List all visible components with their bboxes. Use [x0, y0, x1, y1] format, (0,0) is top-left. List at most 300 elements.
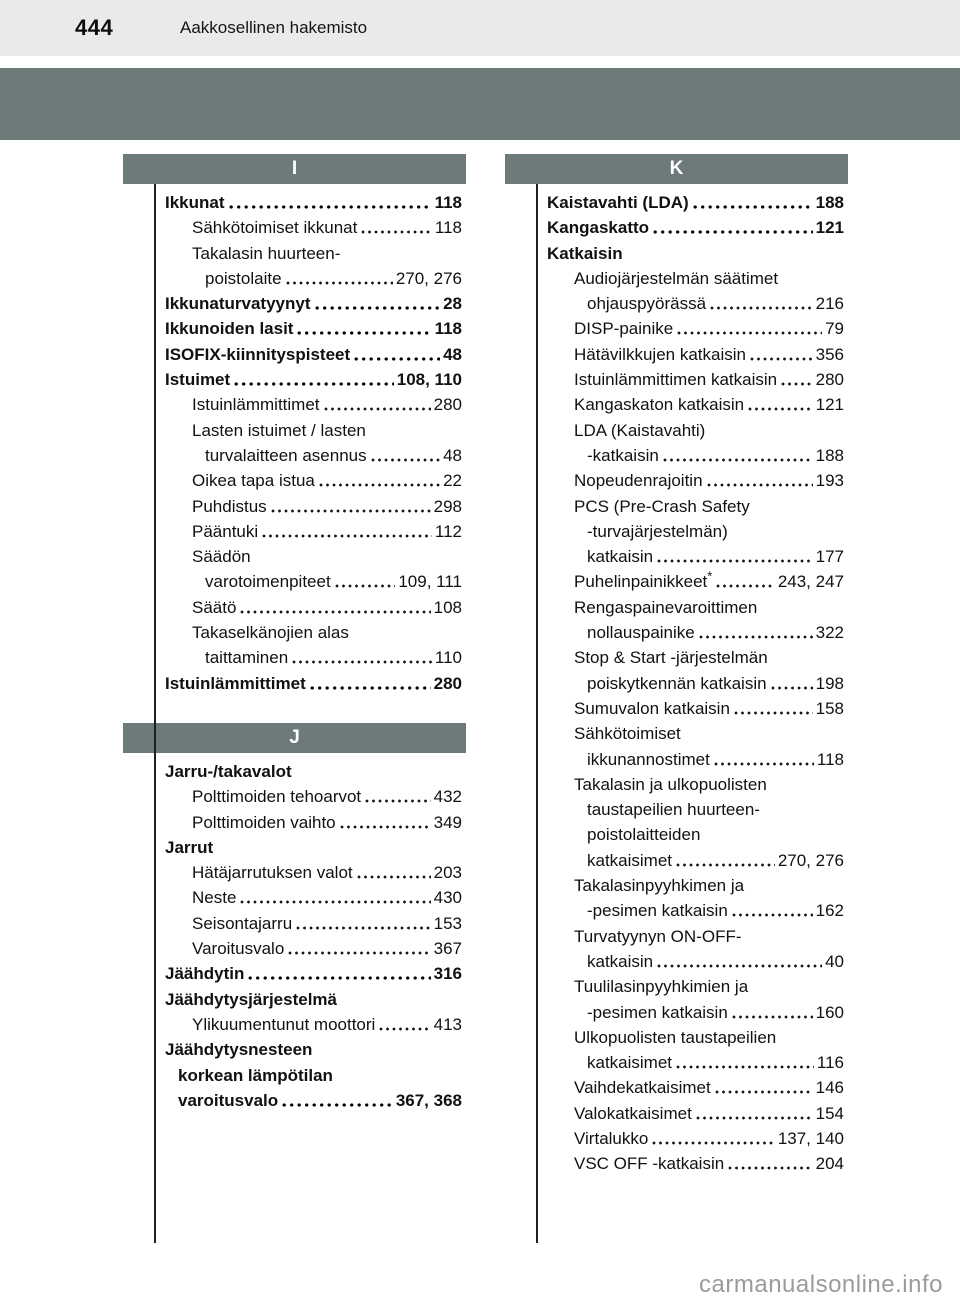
entry-label — [574, 1151, 724, 1176]
entry-label-text: Sähkötoimiset ikkunat — [192, 218, 358, 238]
entry-page-numbers: 367, 368 — [395, 1090, 462, 1110]
index-entry — [165, 835, 462, 860]
index-entry — [165, 215, 462, 240]
entry-page-numbers: 413 — [433, 1014, 462, 1034]
entry-label — [165, 1037, 312, 1062]
entry-page-numbers: 146 — [815, 1078, 844, 1098]
dot-leader — [357, 875, 431, 879]
entry-label — [192, 519, 258, 544]
index-entry — [547, 645, 844, 670]
footnote-asterisk: * — [707, 568, 713, 584]
entry-page-numbers: 280 — [433, 395, 462, 415]
index-entry — [165, 759, 462, 784]
index-entry — [165, 190, 462, 215]
entry-label — [574, 1126, 648, 1151]
entry-label-text: katkaisimet — [587, 1053, 673, 1073]
entry-label-text: Jarru-/takavalot — [165, 761, 292, 781]
dot-leader — [693, 205, 813, 209]
section-entries — [505, 184, 848, 1177]
entry-label-text: PCS (Pre-Crash Safety — [574, 496, 750, 516]
index-entry — [547, 316, 844, 341]
entry-label-text: -turvajärjestelmän) — [587, 521, 728, 541]
entry-page-numbers: 177 — [815, 547, 844, 567]
entry-label-text: Neste — [192, 888, 237, 908]
index-entry — [547, 392, 844, 417]
index-entry — [165, 443, 462, 468]
entry-label-text: Istuinlämmittimet — [192, 395, 320, 415]
entry-label-text: Ikkunoiden lasit — [165, 319, 294, 339]
entry-page-numbers: 154 — [815, 1103, 844, 1123]
dot-leader — [335, 584, 396, 588]
entry-label — [165, 987, 337, 1012]
index-entry — [547, 569, 844, 594]
entry-label-text: varoitusvalo — [178, 1090, 279, 1110]
section-letter-bar — [123, 154, 466, 184]
index-entry — [165, 342, 462, 367]
index-entry — [547, 747, 844, 772]
section-letter: J — [289, 726, 300, 748]
page-number: 444 — [75, 15, 114, 40]
index-entry — [165, 885, 462, 910]
dot-leader — [229, 205, 432, 209]
dot-leader — [262, 534, 432, 538]
entry-label — [574, 595, 757, 620]
dot-leader — [296, 926, 430, 930]
index-entry — [165, 784, 462, 809]
entry-label-text: Tuulilasinpyyhkimien ja — [574, 977, 749, 997]
entry-page-numbers: 316 — [433, 964, 462, 984]
index-entry — [165, 316, 462, 341]
entry-page-numbers: 118 — [434, 218, 462, 238]
entry-label — [192, 620, 349, 645]
index-entry — [547, 1126, 844, 1151]
entry-label-text: Valokatkaisimet — [574, 1103, 692, 1123]
entry-label — [587, 1000, 728, 1025]
entry-page-numbers: 112 — [434, 521, 462, 541]
entry-label — [574, 924, 742, 949]
entry-label-text: Jarrut — [165, 837, 214, 857]
index-entry — [165, 544, 462, 569]
dot-leader — [379, 1027, 430, 1031]
section-letter-bar — [123, 723, 466, 753]
entry-label-text: VSC OFF -katkaisin — [574, 1154, 725, 1174]
index-entry — [547, 367, 844, 392]
index-entry — [547, 241, 844, 266]
entry-label — [587, 898, 728, 923]
dot-leader — [734, 711, 813, 715]
dot-leader — [714, 762, 814, 766]
entry-page-numbers: 110 — [434, 648, 462, 668]
entry-label — [205, 645, 288, 670]
entry-label-text: Jäähdytin — [165, 964, 245, 984]
entry-label — [574, 418, 705, 443]
entry-page-numbers: 118 — [434, 193, 462, 212]
dot-leader — [728, 1166, 812, 1170]
entry-page-numbers: 118 — [434, 319, 462, 339]
watermark-text: carmanualsonline.info — [699, 1271, 943, 1298]
entry-page-numbers: 298 — [433, 496, 462, 516]
entry-label — [192, 810, 336, 835]
index-entry — [547, 873, 844, 898]
entry-label — [574, 342, 746, 367]
entry-page-numbers: 367 — [433, 939, 462, 959]
index-section — [123, 723, 466, 1113]
index-entry — [547, 291, 844, 316]
entry-label-text: Takalasinpyyhkimen ja — [574, 876, 745, 896]
entry-page-numbers: 116 — [816, 1053, 844, 1073]
column-rule — [154, 184, 156, 1243]
entry-label-text: Puhelinpainikkeet — [574, 572, 708, 592]
entry-page-numbers: 153 — [433, 913, 462, 933]
entry-label-text: Jäähdytysnesteen — [165, 1040, 313, 1060]
entry-label — [165, 671, 306, 696]
index-entry — [547, 519, 844, 544]
index-entry — [165, 961, 462, 986]
entry-label-text: Kangaskatto — [547, 218, 650, 238]
index-entry — [165, 1037, 462, 1062]
entry-page-numbers: 162 — [815, 901, 844, 921]
entry-label-text: katkaisimet — [587, 850, 673, 870]
dot-leader — [715, 1090, 813, 1094]
entry-label — [574, 974, 748, 999]
dot-leader — [315, 306, 441, 310]
entry-label — [574, 316, 673, 341]
index-entry — [547, 468, 844, 493]
section-entries — [123, 184, 466, 696]
index-entry — [547, 418, 844, 443]
entry-page-numbers: 108, 110 — [396, 370, 462, 390]
dot-leader — [310, 686, 431, 690]
entry-label — [192, 911, 292, 936]
entry-label — [165, 190, 225, 215]
column-rule — [536, 184, 538, 1243]
index-entry — [547, 1151, 844, 1176]
entry-label — [165, 342, 350, 367]
dot-leader — [781, 382, 813, 386]
chapter-banner — [0, 68, 960, 140]
index-entry — [165, 1063, 462, 1088]
entry-label — [574, 494, 750, 519]
index-entry — [165, 241, 462, 266]
entry-label-text: Audiojärjestelmän säätimet — [574, 268, 779, 288]
entry-label — [547, 215, 649, 240]
entry-label — [165, 291, 311, 316]
index-entry — [165, 1088, 462, 1113]
dot-leader — [748, 407, 813, 411]
entry-label — [178, 1063, 333, 1088]
entry-label — [547, 241, 623, 266]
entry-label — [587, 291, 706, 316]
entry-label-text: poistolaitteiden — [587, 825, 701, 845]
index-entry — [165, 1012, 462, 1037]
entry-label — [574, 392, 744, 417]
index-entry — [547, 721, 844, 746]
index-entry — [165, 392, 462, 417]
index-entry — [547, 1025, 844, 1050]
entry-label — [587, 848, 672, 873]
entry-label — [587, 620, 695, 645]
dot-leader — [361, 230, 432, 234]
entry-label — [574, 1101, 692, 1126]
section-letter: I — [291, 158, 298, 179]
entry-label — [574, 696, 730, 721]
entry-label-text: Takaselkänojien alas — [192, 623, 349, 643]
entry-page-numbers: 216 — [815, 294, 844, 314]
entry-page-numbers: 79 — [825, 319, 844, 339]
entry-page-numbers: 204 — [815, 1154, 844, 1174]
entry-label-text: DISP-painike — [574, 319, 674, 339]
index-entry — [165, 860, 462, 885]
entry-label — [587, 949, 653, 974]
entry-label-text: korkean lämpötilan — [178, 1065, 333, 1085]
dot-leader — [234, 382, 394, 386]
index-entry — [547, 1000, 844, 1025]
index-entry — [165, 671, 462, 696]
dot-leader — [271, 509, 431, 513]
entry-label — [192, 936, 284, 961]
dot-leader — [771, 686, 813, 690]
entry-label-text: Rengaspainevaroittimen — [574, 597, 758, 617]
entry-page-numbers: 188 — [815, 193, 844, 212]
entry-label-text: Ikkunaturvatyynyt — [165, 294, 311, 314]
entry-page-numbers: 432 — [433, 787, 462, 807]
entry-page-numbers: 270, 276 — [395, 268, 462, 288]
entry-page-numbers: 322 — [815, 623, 844, 643]
entry-label — [547, 190, 689, 215]
index-column — [505, 154, 848, 1177]
dot-leader — [652, 1141, 774, 1145]
entry-page-numbers: 137, 140 — [777, 1128, 844, 1148]
index-entry — [547, 215, 844, 240]
index-entry — [547, 443, 844, 468]
entry-label — [165, 961, 244, 986]
entry-label-text: Sähkötoimiset — [574, 724, 681, 744]
entry-label-text: katkaisin — [587, 951, 654, 971]
entry-label-text: Ulkopuolisten taustapeilien — [574, 1027, 777, 1047]
entry-label — [192, 544, 251, 569]
entry-label — [192, 494, 267, 519]
index-entry — [165, 911, 462, 936]
dot-leader — [710, 306, 813, 310]
index-entry — [547, 924, 844, 949]
entry-label-text: Säätö — [192, 597, 237, 617]
entry-page-numbers: 270, 276 — [777, 850, 844, 870]
dot-leader — [282, 1103, 393, 1107]
entry-page-numbers: 40 — [825, 951, 844, 971]
index-entry — [547, 949, 844, 974]
dot-leader — [292, 660, 432, 664]
entry-label-text: ISOFIX-kiinnityspisteet — [165, 344, 351, 364]
entry-page-numbers: 243, 247 — [777, 572, 844, 592]
entry-label-text: ohjauspyörässä — [587, 294, 707, 314]
entry-label-text: Istuinlämmittimen katkaisin — [574, 370, 778, 390]
dot-leader — [716, 584, 774, 588]
index-entry — [165, 936, 462, 961]
entry-label — [165, 367, 230, 392]
entry-label-text: Hätävilkkujen katkaisin — [574, 344, 746, 364]
index-column — [123, 154, 466, 1113]
entry-page-numbers: 430 — [433, 888, 462, 908]
index-columns — [123, 154, 849, 1177]
dot-leader — [288, 951, 430, 955]
dot-leader — [297, 331, 431, 335]
entry-label — [574, 1025, 776, 1050]
entry-label-text: taittaminen — [205, 648, 289, 668]
entry-label-text: Virtalukko — [574, 1128, 649, 1148]
entry-label-text: Takalasin ja ulkopuolisten — [574, 774, 767, 794]
index-entry — [547, 342, 844, 367]
entry-label — [574, 873, 744, 898]
index-entry — [165, 620, 462, 645]
entry-label-text: poiskytkennän katkaisin — [587, 673, 767, 693]
entry-label-text: Turvatyynyn ON-OFF- — [574, 926, 742, 946]
index-entry — [547, 848, 844, 873]
entry-label-text: poistolaite — [205, 268, 282, 288]
index-entry — [547, 797, 844, 822]
index-entry — [165, 987, 462, 1012]
dot-leader — [657, 964, 822, 968]
entry-label — [587, 1050, 672, 1075]
entry-label-text: taustapeilien huurteen- — [587, 800, 760, 820]
entry-label — [574, 468, 703, 493]
entry-label — [587, 519, 728, 544]
entry-label-text: Ikkunat — [165, 193, 225, 212]
dot-leader — [676, 1065, 814, 1069]
entry-label — [587, 747, 710, 772]
entry-label — [574, 1075, 711, 1100]
entry-label-text: -katkaisin — [587, 445, 659, 465]
entry-label-text: -pesimen katkaisin — [587, 901, 728, 921]
index-entry — [547, 1050, 844, 1075]
entry-label — [192, 418, 366, 443]
entry-label-text: Polttimoiden vaihto — [192, 812, 336, 832]
entry-label-text: ikkunannostimet — [587, 749, 710, 769]
entry-label-text: Kangaskaton katkaisin — [574, 395, 745, 415]
dot-leader — [240, 610, 430, 614]
dot-leader — [676, 863, 775, 867]
entry-label — [192, 860, 353, 885]
entry-label-text: Säädön — [192, 547, 251, 567]
index-entry — [547, 822, 844, 847]
index-section — [123, 154, 466, 696]
dot-leader — [699, 635, 813, 639]
entry-label-text: Sumuvalon katkaisin — [574, 698, 730, 718]
entry-label — [192, 241, 340, 266]
entry-label-text: Takalasin huurteen- — [192, 243, 341, 263]
dot-leader — [696, 1116, 813, 1120]
entry-label-text: Vaihdekatkaisimet — [574, 1078, 711, 1098]
entry-page-numbers: 198 — [815, 673, 844, 693]
section-letter-bar — [505, 154, 848, 184]
dot-leader — [286, 281, 393, 285]
index-entry — [165, 569, 462, 594]
dot-leader — [319, 483, 440, 487]
index-entry — [547, 974, 844, 999]
entry-label-text: Jäähdytysjärjestelmä — [165, 989, 337, 1009]
entry-label — [192, 215, 357, 240]
entry-label-text: Seisontajarru — [192, 913, 293, 933]
entry-label-text: Pääntuki — [192, 521, 259, 541]
entry-label — [165, 316, 293, 341]
index-entry — [547, 595, 844, 620]
dot-leader — [732, 1015, 813, 1019]
entry-page-numbers: 121 — [815, 218, 844, 238]
entry-label-text: katkaisin — [587, 547, 654, 567]
section-entries — [123, 753, 466, 1113]
entry-label — [165, 835, 213, 860]
entry-label — [192, 392, 320, 417]
entry-page-numbers: 22 — [443, 471, 462, 491]
index-entry — [547, 1075, 844, 1100]
entry-label — [574, 645, 768, 670]
header-title: Aakkosellinen hakemisto — [180, 18, 368, 37]
dot-leader — [365, 799, 430, 803]
entry-page-numbers: 280 — [433, 673, 462, 693]
index-entry — [165, 494, 462, 519]
index-entry — [165, 810, 462, 835]
index-entry — [165, 595, 462, 620]
index-entry — [165, 468, 462, 493]
entry-label-text: -pesimen katkaisin — [587, 1002, 728, 1022]
entry-label-text: varotoimenpiteet — [205, 572, 331, 592]
entry-page-numbers: 158 — [815, 698, 844, 718]
entry-label — [574, 772, 767, 797]
entry-label-text: Hätäjarrutuksen valot — [192, 863, 353, 883]
dot-leader — [663, 458, 813, 462]
dot-leader — [653, 230, 813, 234]
entry-label — [587, 544, 653, 569]
entry-label — [574, 721, 681, 746]
entry-page-numbers: 280 — [815, 370, 844, 390]
entry-label-text: Kaistavahti (LDA) — [547, 193, 689, 212]
entry-page-numbers: 48 — [443, 344, 462, 364]
entry-label — [192, 1012, 375, 1037]
dot-leader — [677, 331, 822, 335]
entry-label-text: Lasten istuimet / lasten — [192, 420, 366, 440]
entry-label — [587, 822, 700, 847]
dot-leader — [340, 825, 431, 829]
entry-page-numbers: 109, 111 — [398, 572, 462, 592]
entry-label-text: nollauspainike — [587, 623, 695, 643]
entry-label — [205, 443, 367, 468]
entry-label — [192, 468, 315, 493]
index-entry — [165, 519, 462, 544]
dot-leader — [248, 976, 430, 980]
entry-page-numbers: 349 — [433, 812, 462, 832]
page-header — [0, 0, 960, 56]
index-entry — [547, 266, 844, 291]
entry-label — [192, 885, 236, 910]
entry-page-numbers: 356 — [815, 344, 844, 364]
index-entry — [165, 367, 462, 392]
entry-label — [574, 266, 778, 291]
entry-label — [192, 595, 236, 620]
index-entry — [547, 1101, 844, 1126]
entry-page-numbers: 121 — [815, 395, 844, 415]
entry-label-text: Varoitusvalo — [192, 939, 285, 959]
entry-label-text: Istuimet — [165, 370, 231, 390]
entry-page-numbers: 118 — [816, 749, 844, 769]
entry-label-text: Istuinlämmittimet — [165, 673, 306, 693]
section-letter: K — [669, 158, 684, 179]
index-entry — [165, 266, 462, 291]
index-entry — [547, 772, 844, 797]
dot-leader — [707, 483, 813, 487]
index-entry — [547, 696, 844, 721]
entry-label — [192, 784, 361, 809]
dot-leader — [657, 559, 812, 563]
entry-label-text: Oikea tapa istua — [192, 471, 315, 491]
